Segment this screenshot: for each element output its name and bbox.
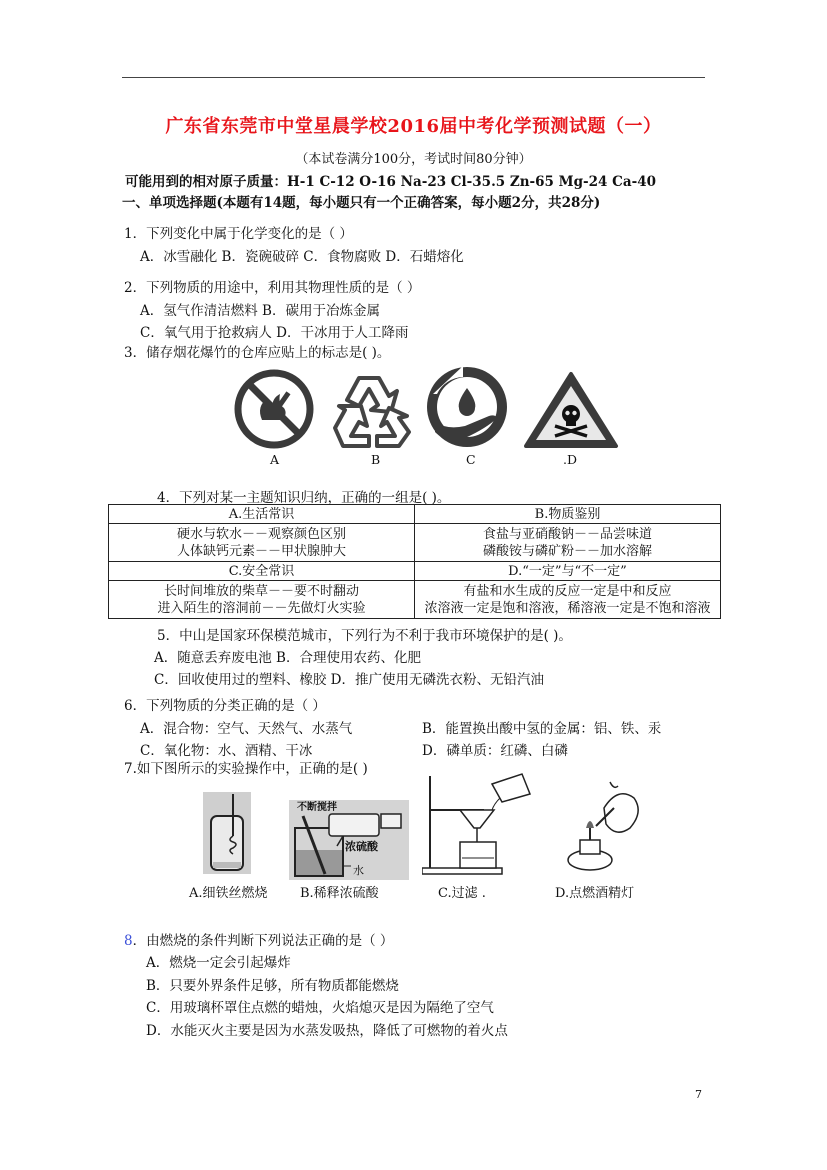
no-fire-sign-icon: [232, 368, 316, 450]
q6-option-a: A．混合物：空气、天然气、水蒸气: [140, 721, 353, 737]
q3-label-c: C: [466, 452, 476, 467]
table-head-d: D.“一定”与“不一定”: [415, 562, 721, 581]
q7-caption-b: B.稀释浓硫酸: [300, 886, 379, 901]
table-a-line2: 人体缺钙元素－－甲状腺肿大: [176, 543, 346, 559]
recycle-sign-icon: [325, 368, 413, 450]
q2-options-row1: A．氢气作清洁燃料 B．碳用于冶炼金属: [140, 303, 380, 319]
q8-option-d: D．水能灭火主要是因为水蒸发吸热，降低了可燃物的着火点: [146, 1023, 508, 1039]
q8-option-c: C．用玻璃杯罩住点燃的蜡烛，火焰熄灭是因为隔绝了空气: [146, 1000, 494, 1016]
table-b-line1: 食盐与亚硝酸钠－－品尝味道: [482, 526, 652, 542]
label-acid: 浓硫酸: [345, 840, 378, 853]
filtration-illustration: [422, 772, 534, 876]
q8-stem: [124, 929, 393, 949]
q1-options: A．冰雪融化 B．瓷碗破碎 C．食物腐败 D．石蜡熔化: [140, 249, 464, 265]
label-water: 水: [353, 864, 364, 877]
q3-label-a: A: [270, 452, 280, 467]
atomic-masses: 可能用到的相对原子质量：H-1 C-12 O-16 Na-23 Cl-35.5 Zn-65 Mg-24 Ca-40: [125, 174, 656, 190]
q3-label-b: B: [371, 452, 381, 467]
q6-option-d: D．磷单质：红磷、白磷: [422, 743, 568, 759]
q1-stem: 1．下列变化中属于化学变化的是（ ）: [124, 226, 353, 242]
table-b-line2: 磷酸铵与磷矿粉－－加水溶解: [482, 543, 652, 559]
q7-caption-a: A.细铁丝燃烧: [189, 886, 268, 901]
table-head-a: A.生活常识: [109, 505, 415, 524]
q6-option-c: C．氧化物：水、酒精、干冰: [140, 743, 313, 759]
table-c-line2: 进入陌生的溶洞前－－先做灯火实验: [157, 600, 366, 616]
q8-option-a: A．燃烧一定会引起爆炸: [146, 955, 291, 971]
table-cell-a: [109, 524, 415, 562]
iron-wire-burning-illustration: [203, 792, 251, 874]
table-cell-b: [415, 524, 721, 562]
q8-number: 8: [124, 933, 133, 949]
table-d-line2: 浓溶液一定是饱和溶液，稀溶液一定是不饱和溶液: [424, 600, 711, 616]
q8-option-b: B．只要外界条件足够，所有物质都能燃烧: [146, 978, 399, 994]
table-head-b: B.物质鉴别: [415, 505, 721, 524]
page-number: 7: [695, 1088, 702, 1101]
q7-stem: 7.如下图所示的实验操作中，正确的是( ): [124, 761, 368, 777]
table-d-line1: 有盐和水生成的反应一定是中和反应: [463, 583, 672, 599]
q5-options-row1: A．随意丢弃废电池 B．合理使用农药、化肥: [154, 650, 421, 666]
q7-caption-d: D.点燃酒精灯: [555, 886, 635, 901]
q5-stem: 5．中山是国家环保模范城市，下列行为不利于我市环境保护的是( )。: [157, 628, 572, 644]
header-rule: [122, 77, 705, 78]
exam-title: 广东省东莞市中堂星晨学校2016届中考化学预测试题（一）: [165, 116, 662, 137]
table-cell-d: [415, 581, 721, 619]
toxic-sign-icon: [522, 370, 620, 450]
alcohol-lamp-illustration: [560, 778, 644, 874]
table-cell-c: [109, 581, 415, 619]
q6-stem: 6．下列物质的分类正确的是（ ）: [124, 698, 326, 714]
q6-option-b: B．能置换出酸中氢的金属：铝、铁、汞: [422, 721, 662, 737]
section-heading: 一、单项选择题(本题有14题，每小题只有一个正确答案，每小题2分，共28分): [122, 195, 601, 211]
water-saving-sign-icon: [423, 364, 511, 450]
table-a-line1: 硬水与软水－－观察颜色区别: [176, 526, 346, 542]
q8-stem-text: ．由燃烧的条件判断下列说法正确的是（ ）: [132, 933, 394, 949]
q3-stem: 3．储存烟花爆竹的仓库应贴上的标志是( )。: [124, 345, 391, 361]
q4-knowledge-table: [108, 504, 721, 619]
q5-options-row2: C．回收使用过的塑料、橡胶 D．推广使用无磷洗衣粉、无铅汽油: [154, 672, 544, 688]
q7-caption-c: C.过滤 .: [438, 886, 486, 901]
table-c-line1: 长时间堆放的柴草－－要不时翻动: [163, 583, 359, 599]
q2-options-row2: C．氧气用于抢救病人 D．干冰用于人工降雨: [140, 325, 409, 341]
label-stir: 不断搅拌: [297, 802, 337, 813]
exam-subtitle: （本试卷满分100分，考试时间80分钟）: [295, 152, 532, 167]
q2-stem: 2．下列物质的用途中，利用其物理性质的是（ ）: [124, 280, 421, 296]
table-head-c: C.安全常识: [109, 562, 415, 581]
q3-label-d: .D: [563, 452, 577, 467]
q4-stem: 4．下列对某一主题知识归纳，正确的一组是( )。: [157, 490, 451, 506]
